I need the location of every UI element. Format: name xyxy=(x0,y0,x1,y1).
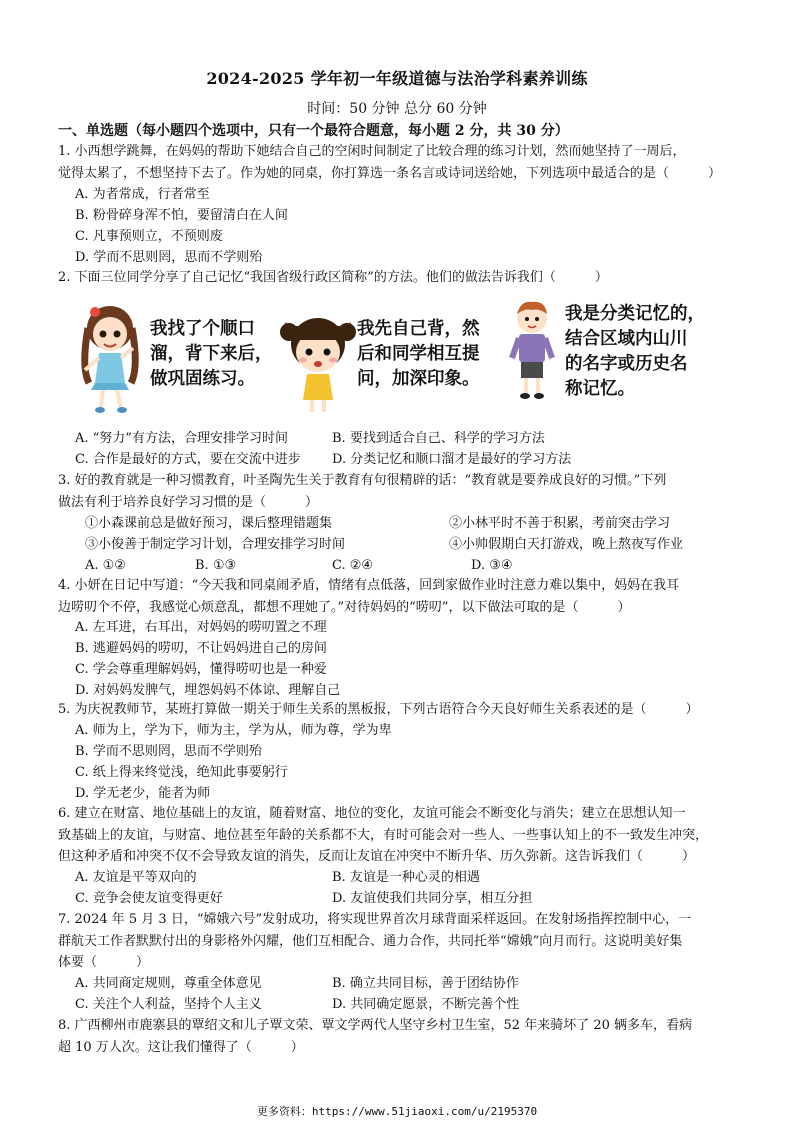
statement-4: ④小帅假期白天打游戏，晚上熬夜写作业 xyxy=(449,537,684,552)
bubble-line: 结合区域内山川 xyxy=(565,329,688,349)
question-text: 体要（ ） xyxy=(58,955,150,970)
question-7 xyxy=(58,909,740,974)
option-d: D. 学无老少，能者为师 xyxy=(75,786,211,801)
option-a: A. 共同商定规则，尊重全体意见 xyxy=(75,976,262,991)
bubble-line: 问，加深印象。 xyxy=(357,369,480,389)
option-a: A. 左耳进，右耳出，对妈妈的唠叨置之不理 xyxy=(75,620,327,635)
bubble-line: 后和同学相互提 xyxy=(357,344,480,364)
page-subtitle: 时间：50 分钟 总分 60 分钟 xyxy=(307,101,487,117)
question-4 xyxy=(58,575,740,618)
question-3 xyxy=(58,470,740,513)
option-c: C. 合作是最好的方式，要在交流中进步 xyxy=(75,452,301,467)
question-8 xyxy=(58,1015,740,1058)
question-text: 6. 建立在财富、地位基础上的友谊，随着财富、地位的变化，友谊可能会不断变化与消失；建立在思想认知一 xyxy=(58,806,686,821)
option-b: B. 逃避妈妈的唠叨，不让妈妈进自己的房间 xyxy=(75,641,327,656)
question-text: 群航天工作者默默付出的身影格外闪耀，他们互相配合、通力合作，共同托举“嫦娥”向月而行。这说明美好集 xyxy=(58,933,683,949)
option-a: A. 为者常成，行者常至 xyxy=(75,187,210,202)
statement-1: ①小森课前总是做好预习，课后整理错题集 xyxy=(85,516,333,531)
question-6 xyxy=(58,803,740,868)
question-text: 2. 下面三位同学分享了自己记忆“我国省级行政区简称”的方法。他们的做法告诉我们（ ） xyxy=(58,270,608,285)
bubble-line: 我找了个顺口 xyxy=(150,319,255,339)
students-illustration xyxy=(75,298,735,416)
page-title: 2024-2025 学年初一年级道德与法治学科素养训练 xyxy=(206,69,588,88)
question-text: 超 10 万人次。这让我们懂得了（ ） xyxy=(58,1039,304,1055)
question-text: 3. 好的教育就是一种习惯教育，叶圣陶先生关于教育有句很精辟的话：“教育就是要养成良好的习惯。”下列 xyxy=(58,473,667,488)
question-text: 但这种矛盾和冲突不仅不会导致友谊的消失，反而让友谊在冲突中不断升华、历久弥新。这告诉我们（ ） xyxy=(58,849,696,864)
footer-link[interactable]: 更多资料：https://www.51jiaoxi.com/u/2195370 xyxy=(256,1105,538,1118)
option-d: D. 分类记忆和顺口溜才是最好的学习方法 xyxy=(332,452,572,467)
option-a: A. 师为上，学为下，师为主，学为从，师为尊，学为卑 xyxy=(75,723,392,738)
option-b: B. 学而不思则罔，思而不学则殆 xyxy=(75,744,262,759)
option-c: C. 凡事预则立，不预则废 xyxy=(75,229,223,244)
statement-3: ③小俊善于制定学习计划，合理安排学习时间 xyxy=(85,537,346,552)
option-b: B. 要找到适合自己、科学的学习方法 xyxy=(332,431,545,446)
question-text: 做法有利于培养良好学习习惯的是（ ） xyxy=(58,494,319,510)
statement-2: ②小林平时不善于积累，考前突击学习 xyxy=(449,516,671,531)
question-text: 致基础上的友谊，与财富、地位甚至年龄的关系都不大，有时可能会对一些人、一些事认知上的不一致发生冲突， xyxy=(58,827,709,843)
option-b: B. ①③ xyxy=(195,558,237,573)
option-c: C. ②④ xyxy=(332,558,374,573)
option-b: B. 粉骨碎身浑不怕，要留清白在人间 xyxy=(75,208,288,223)
option-c: C. 竞争会使友谊变得更好 xyxy=(75,891,223,906)
question-5 xyxy=(58,699,740,721)
option-d: D. 友谊使我们共同分享，相互分担 xyxy=(332,891,533,906)
option-a: A. ①② xyxy=(85,558,126,573)
question-text: 1. 小西想学跳舞，在妈妈的帮助下她结合自己的空闲时间制定了比较合理的练习计划，然而她坚持了一周后， xyxy=(58,144,686,159)
question-2 xyxy=(58,267,740,289)
girl-cartoon-1 xyxy=(75,298,145,416)
option-c: C. 关注个人利益，坚持个人主义 xyxy=(75,997,262,1012)
option-a: A. “努力”有方法，合理安排学习时间 xyxy=(75,431,288,446)
question-text: 5. 为庆祝教师节，某班打算做一期关于师生关系的黑板报，下列古语符合今天良好师生关系表述的是（ ） xyxy=(58,702,699,717)
question-1 xyxy=(58,141,740,184)
option-b: B. 友谊是一种心灵的相遇 xyxy=(332,870,480,885)
question-text: 4. 小妍在日记中写道：“今天我和同桌闹矛盾，情绪有点低落，回到家做作业时注意力难以集中，妈妈在我耳 xyxy=(58,578,680,593)
bubble-line: 的名字或历史名 xyxy=(565,354,688,374)
speech-bubble-3 xyxy=(565,302,705,402)
question-text: 7. 2024 年 5 月 3 日，“嫦娥六号”发射成功，将实现世界首次月球背面采样返回。在发射场指挥控制中心，一 xyxy=(58,912,692,927)
option-b: B. 确立共同目标，善于团结协作 xyxy=(332,976,519,991)
girl-cartoon-2 xyxy=(277,308,359,416)
option-c: C. 纸上得来终觉浅，绝知此事要躬行 xyxy=(75,765,288,780)
bubble-line: 溜，背下来后， xyxy=(150,344,273,364)
option-c: C. 学会尊重理解妈妈，懂得唠叨也是一种爱 xyxy=(75,662,327,677)
question-text: 8. 广西柳州市鹿寨县的覃绍文和儿子覃文荣、覃文学两代人坚守乡村卫生室，52 年来骑坏了 20 辆多车，看病 xyxy=(58,1018,693,1033)
speech-bubble-2 xyxy=(357,317,480,392)
option-a: A. 友谊是平等双向的 xyxy=(75,870,197,885)
speech-bubble-1 xyxy=(150,317,273,392)
bubble-line: 我是分类记忆的， xyxy=(565,304,705,324)
option-d: D. 共同确定愿景，不断完善个性 xyxy=(332,997,520,1012)
option-d: D. ③④ xyxy=(471,558,513,573)
option-d: D. 学而不思则罔，思而不学则殆 xyxy=(75,250,263,265)
question-text: 边唠叨个不停，我感觉心烦意乱，都想不理她了。”对待妈妈的“唠叨”，以下做法可取的是（ ） xyxy=(58,599,631,615)
boy-cartoon xyxy=(507,300,557,400)
question-text: 觉得太累了，不想坚持下去了。作为她的同桌，你打算选一条名言或诗词送给她，下列选项中最适合的是（ ） xyxy=(58,165,722,181)
bubble-line: 称记忆。 xyxy=(565,379,635,399)
option-d: D. 对妈妈发脾气，埋怨妈妈不体谅、理解自己 xyxy=(75,683,341,698)
bubble-line: 我先自己背，然 xyxy=(357,319,480,339)
bubble-line: 做巩固练习。 xyxy=(150,369,255,389)
section-heading: 一、单选题（每小题四个选项中，只有一个最符合题意，每小题 2 分，共 30 分） xyxy=(58,123,569,139)
